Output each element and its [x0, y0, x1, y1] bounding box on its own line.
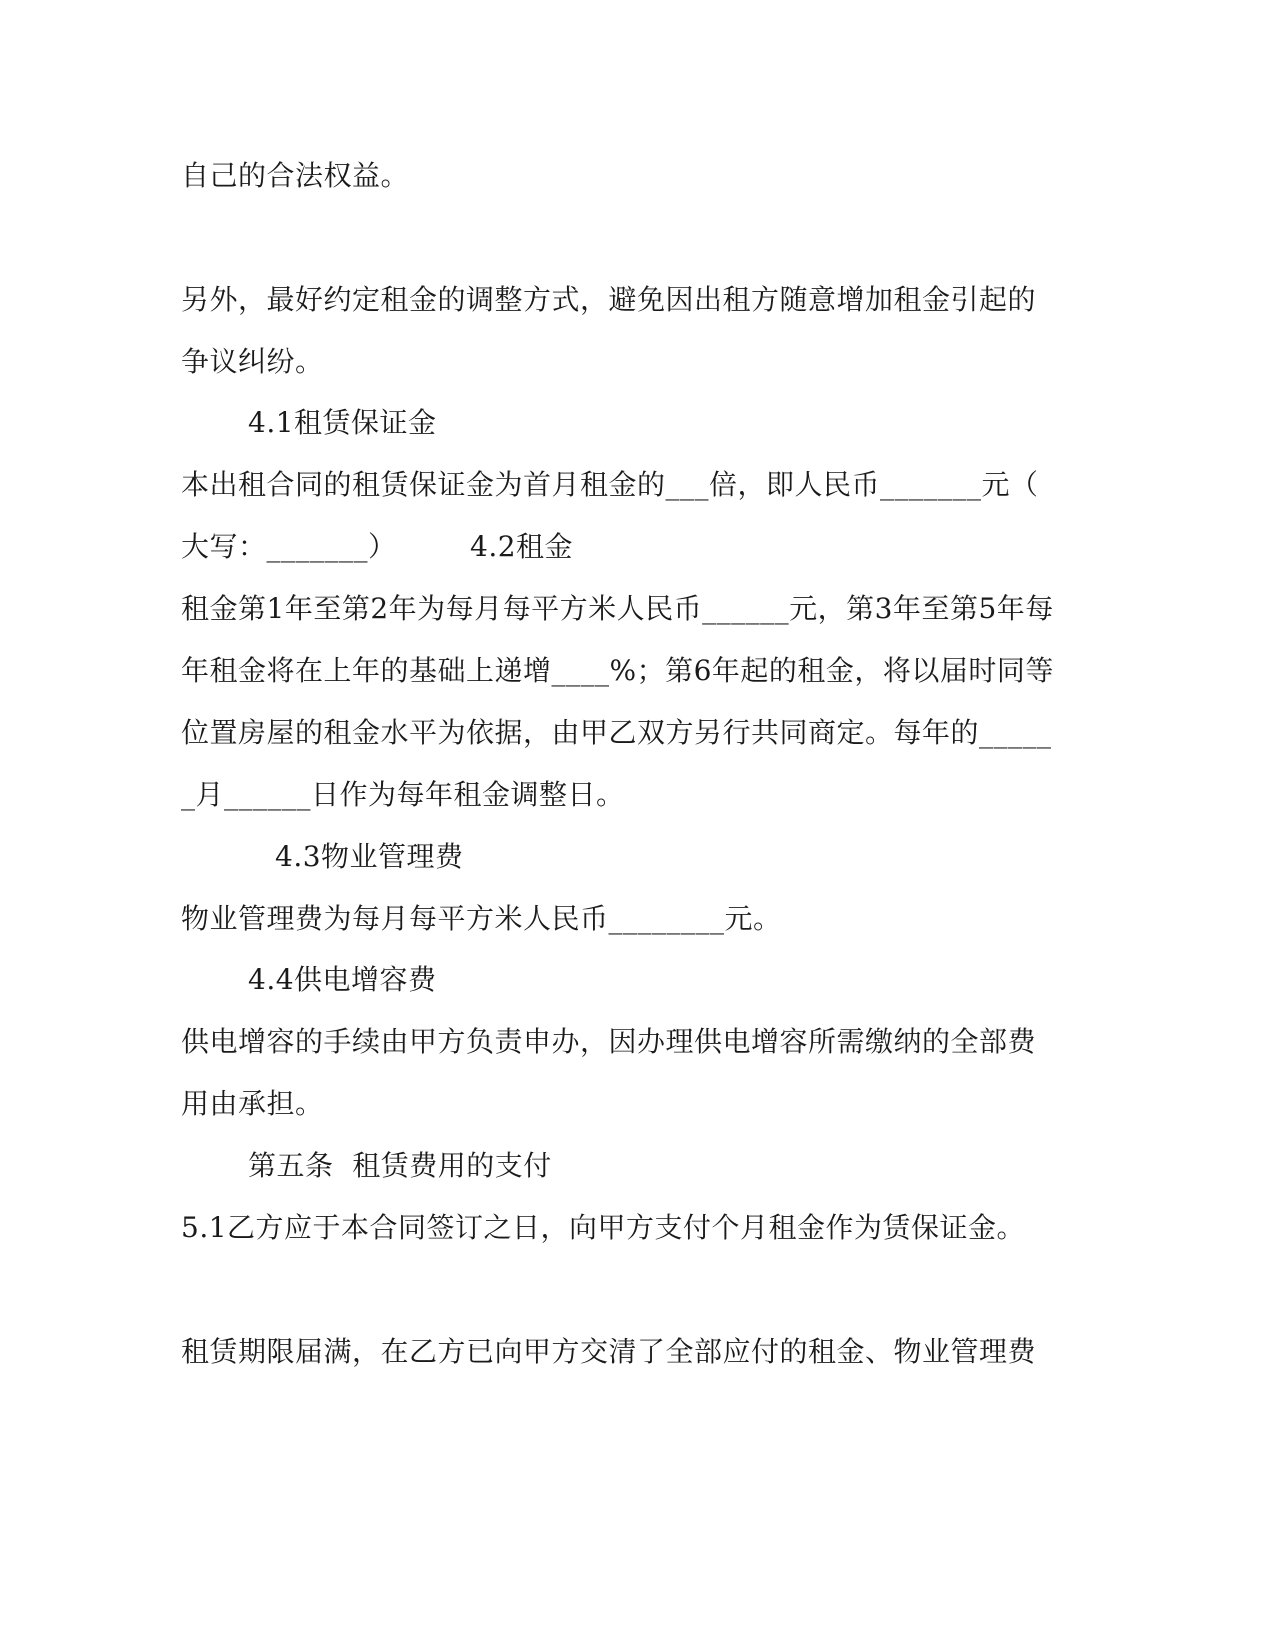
article-heading-5: 第五条 租赁费用的支付 [248, 1149, 552, 1182]
text-line: 大写：_______） [181, 530, 397, 563]
text-line: 争议纠纷。 [181, 345, 324, 378]
text-line: 位置房屋的租金水平为依据，由甲乙双方另行共同商定。每年的_____ [181, 716, 1052, 749]
section-heading-4-4: 4.4供电增容费 [248, 963, 437, 996]
text-line: 自己的合法权益。 [181, 159, 410, 192]
section-heading-4-1: 4.1租赁保证金 [248, 406, 437, 439]
text-line: 5.1乙方应于本合同签订之日，向甲方支付个月租金作为赁保证金。 [181, 1211, 1026, 1244]
text-line: 用由承担。 [181, 1087, 324, 1120]
text-line: 供电增容的手续由甲方负责申办，因办理供电增容所需缴纳的全部费 [181, 1025, 1037, 1058]
section-heading-4-2: 4.2租金 [470, 530, 574, 563]
text-line: _月______日作为每年租金调整日。 [181, 778, 625, 811]
text-line: 租金第1年至第2年为每月每平方米人民币______元，第3年至第5年每 [181, 592, 1054, 625]
text-line: 另外，最好约定租金的调整方式，避免因出租方随意增加租金引起的 [181, 283, 1037, 316]
text-line: 租赁期限届满，在乙方已向甲方交清了全部应付的租金、物业管理费 [181, 1335, 1037, 1368]
section-heading-4-3: 4.3物业管理费 [275, 840, 464, 873]
text-line: 本出租合同的租赁保证金为首月租金的___倍，即人民币_______元（ [181, 468, 1039, 501]
text-line: 物业管理费为每月每平方米人民币________元。 [181, 902, 782, 935]
text-line: 年租金将在上年的基础上递增____%；第6年起的租金，将以届时同等 [181, 654, 1054, 687]
